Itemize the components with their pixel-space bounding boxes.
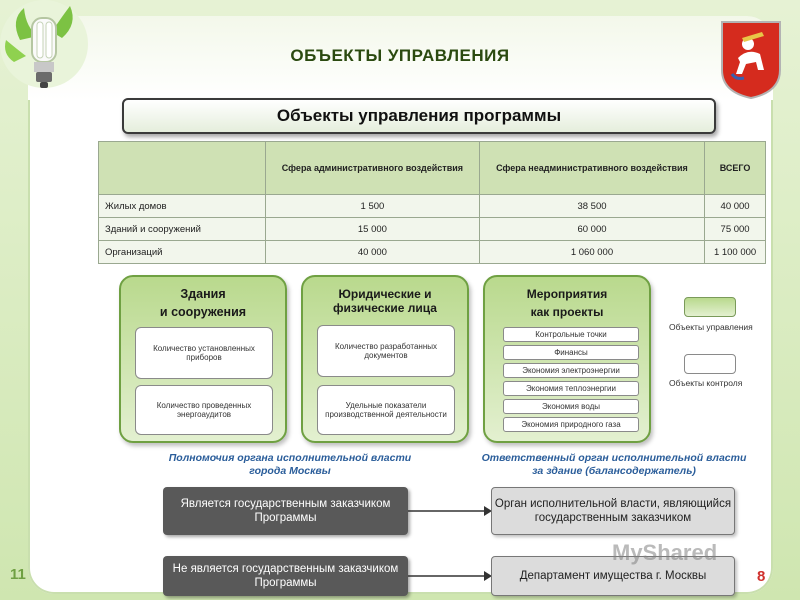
page-number-left: 11 (10, 566, 26, 583)
table-cell: 75 000 (705, 218, 766, 241)
table-header-cell: Сфера неадминистративного воздействия (479, 142, 704, 195)
table-header-row (99, 142, 766, 195)
legend-swatch-control (684, 354, 736, 374)
table-cell: Зданий и сооружений (99, 218, 266, 241)
table-cell: 15 000 (266, 218, 480, 241)
table-cell: 40 000 (266, 241, 480, 264)
energy-audits-box: Количество проведенных энергоаудитов (135, 385, 273, 435)
card-title-line: и сооружения (159, 305, 247, 319)
entities-card (301, 275, 469, 443)
card-title-line: Мероприятия (526, 287, 608, 301)
authority-label: Полномочия органа исполнительной власти города Москвы (168, 452, 412, 477)
watermark-text: MyShared (612, 540, 718, 565)
event-item: Экономия теплоэнергии (503, 381, 639, 396)
table-cell: 1 500 (266, 195, 480, 218)
table-cell: 38 500 (479, 195, 704, 218)
table-header-cell: ВСЕГО (705, 142, 766, 195)
table-cell: 1 100 000 (705, 241, 766, 264)
arrow-right-icon (408, 505, 492, 517)
developed-documents-box: Количество разработанных документов (317, 325, 455, 377)
property-department-box: Департамент имущества г. Москвы (491, 556, 735, 596)
table-cell: 40 000 (705, 195, 766, 218)
arrow-right-icon (408, 570, 492, 582)
not-customer-box: Не является государственным заказчиком Программы (163, 556, 408, 596)
card-title-line: как проекты (530, 305, 604, 319)
responsible-label: Ответственный орган исполнительной власти за здание (балансодержатель) (481, 452, 747, 477)
card-title-line: Здания (180, 287, 226, 301)
objects-table (98, 141, 766, 264)
specific-indicators-box: Удельные показатели производственной деятельности (317, 385, 455, 435)
card-title-line: Юридические и (338, 287, 432, 301)
table-row (99, 241, 766, 264)
event-item: Финансы (503, 345, 639, 360)
event-item: Контрольные точки (503, 327, 639, 342)
table-row (99, 218, 766, 241)
event-item: Экономия электроэнергии (503, 363, 639, 378)
executive-body-box: Орган исполнительной власти, являющийся государственным заказчиком (491, 487, 735, 535)
table-cell: Организаций (99, 241, 266, 264)
buildings-card (119, 275, 287, 443)
installed-devices-box: Количество установленных приборов (135, 327, 273, 379)
legend-label-management: Объекты управления (669, 322, 753, 332)
table-header-cell: Сфера административного воздействия (266, 142, 480, 195)
events-card (483, 275, 651, 443)
event-item: Экономия природного газа (503, 417, 639, 432)
page-number-right: 8 (757, 568, 766, 585)
card-title-line: физические лица (333, 301, 437, 315)
section-subtitle: Объекты управления программы (122, 98, 716, 134)
page-title: ОБЪЕКТЫ УПРАВЛЕНИЯ (290, 46, 510, 65)
is-customer-box: Является государственным заказчиком Программы (163, 487, 408, 535)
legend-label-control: Объекты контроля (669, 378, 743, 388)
table-cell: Жилых домов (99, 195, 266, 218)
table-row (99, 195, 766, 218)
table-cell: 1 060 000 (479, 241, 704, 264)
event-item: Экономия воды (503, 399, 639, 414)
table-cell: 60 000 (479, 218, 704, 241)
table-header-cell (99, 142, 266, 195)
legend-swatch-management (684, 297, 736, 317)
